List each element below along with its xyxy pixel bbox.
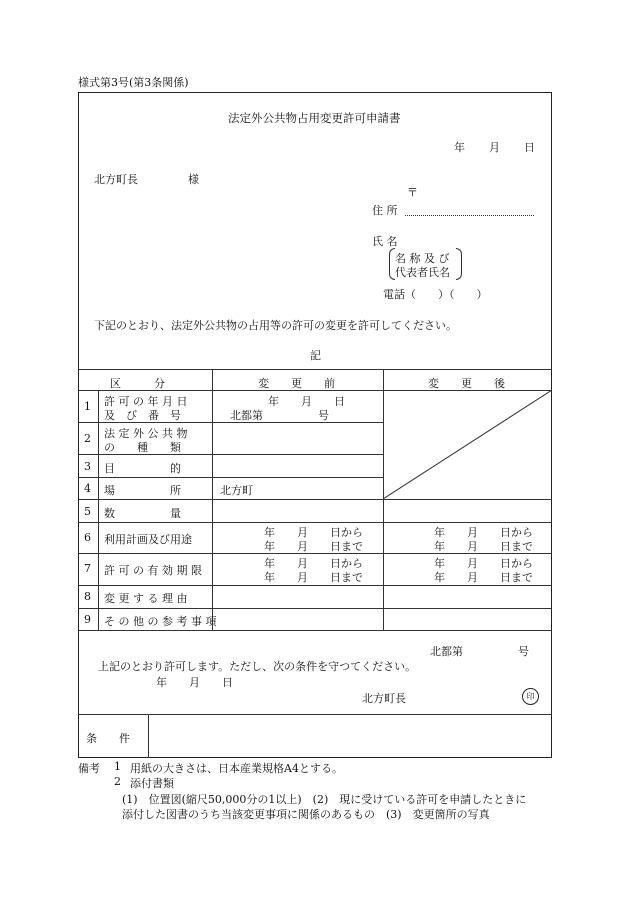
row-label: 法 定 外 公 共 物 bbox=[104, 427, 188, 440]
row-label: 許 可 の 有 効 期 限 bbox=[104, 564, 202, 577]
corp-paren-right bbox=[456, 248, 462, 280]
row-label: 目 的 bbox=[104, 462, 181, 475]
permit-issuer: 北方町長 bbox=[362, 692, 406, 705]
corp-note-line1: 名 称 及 び bbox=[395, 252, 450, 265]
row-label: そ の 他 の 参 考 事 項 bbox=[104, 615, 217, 628]
row-label: 許 可 の 年 月 日 bbox=[104, 395, 188, 408]
notes-head: 備考 bbox=[78, 762, 100, 775]
row-num: 9 bbox=[84, 613, 91, 626]
permit-text: 上記のとおり許可します。ただし、次の条件を守つてください。 bbox=[98, 660, 417, 673]
permit-date: 年 月 日 bbox=[156, 676, 233, 689]
row-num: 1 bbox=[84, 400, 91, 413]
row-num: 8 bbox=[84, 590, 91, 603]
row-num: 3 bbox=[84, 460, 91, 473]
notes-sub2: 添付した図書のうち当該変更事項に関係のあるもの (3) 変更箇所の写真 bbox=[122, 808, 490, 821]
intro-text: 下記のとおり、法定外公共物の占用等の許可の変更を許可してください。 bbox=[94, 319, 457, 332]
row-line bbox=[78, 585, 552, 586]
name-label: 氏 名 bbox=[372, 235, 398, 248]
num-col-line bbox=[98, 390, 99, 630]
ki-label: 記 bbox=[310, 349, 321, 362]
header-after: 変 更 後 bbox=[428, 377, 505, 390]
address-label: 住 所 bbox=[372, 204, 398, 217]
notes-item2: 添付書類 bbox=[130, 777, 174, 790]
notes-item2-num: 2 bbox=[114, 775, 121, 788]
row-line bbox=[78, 477, 383, 478]
before-value[interactable]: 年 月 日まで bbox=[264, 571, 363, 584]
permit-number: 北都第 号 bbox=[430, 645, 529, 658]
row-line bbox=[78, 522, 552, 523]
notes-item1-num: 1 bbox=[114, 760, 121, 773]
row-line bbox=[78, 608, 552, 609]
header-category: 区 分 bbox=[110, 377, 165, 390]
row-num: 6 bbox=[84, 531, 91, 544]
row-num: 2 bbox=[84, 432, 91, 445]
date-year: 年 bbox=[454, 141, 465, 154]
row-label: 変 更 す る 理 由 bbox=[104, 592, 188, 605]
row-label: 及 び 番 号 bbox=[104, 409, 181, 422]
row-label: 数 量 bbox=[104, 507, 181, 520]
table-top-line bbox=[78, 369, 552, 370]
notes-item1: 用紙の大きさは、日本産業規格A4とする。 bbox=[130, 762, 343, 775]
row-num: 7 bbox=[84, 562, 91, 575]
row-label: 場 所 bbox=[104, 484, 181, 497]
label-col-line bbox=[212, 369, 213, 630]
form-title: 法定外公共物占用変更許可申請書 bbox=[228, 111, 401, 125]
seal-mark: 印 bbox=[522, 688, 539, 705]
notes-sub1: (1) 位置図(縮尺50,000分の1以上) (2) 現に受けている許可を申請したときに bbox=[122, 793, 527, 806]
before-value[interactable]: 北都第 号 bbox=[230, 409, 329, 422]
after-value[interactable]: 年 月 日まで bbox=[434, 540, 533, 553]
address-field[interactable] bbox=[405, 215, 534, 216]
addressee-honorific: 様 bbox=[188, 173, 199, 186]
postal-mark: 〒 bbox=[407, 186, 418, 199]
conditions-top-line bbox=[78, 714, 552, 715]
before-value[interactable]: 年 月 日から bbox=[264, 557, 363, 570]
addressee-name: 北方町長 bbox=[94, 173, 138, 186]
table-bottom-line bbox=[78, 630, 552, 631]
date-month: 月 bbox=[489, 141, 500, 154]
corp-note-line2: 代表者氏名 bbox=[395, 266, 450, 279]
diagonal-strike bbox=[383, 390, 552, 499]
after-value[interactable]: 年 月 日から bbox=[434, 557, 533, 570]
after-value[interactable]: 年 月 日から bbox=[434, 526, 533, 539]
header-before: 変 更 前 bbox=[258, 377, 335, 390]
phone-label: 電話（ ）（ ） bbox=[383, 288, 488, 301]
conditions-col-line bbox=[148, 714, 149, 758]
row-num: 4 bbox=[84, 482, 91, 495]
before-value[interactable]: 北方町 bbox=[220, 484, 253, 497]
conditions-label: 条 件 bbox=[86, 732, 130, 745]
before-value[interactable]: 年 月 日まで bbox=[264, 540, 363, 553]
row-label: の 種 類 bbox=[104, 441, 181, 454]
date-day: 日 bbox=[524, 141, 535, 154]
row-num: 5 bbox=[84, 505, 91, 518]
row-line bbox=[78, 499, 552, 500]
row-label: 利用計画及び用途 bbox=[104, 533, 192, 546]
after-value[interactable]: 年 月 日まで bbox=[434, 571, 533, 584]
form-label: 様式第3号(第3条関係) bbox=[78, 76, 189, 89]
before-value[interactable]: 年 月 日 bbox=[268, 395, 345, 408]
before-value[interactable]: 年 月 日から bbox=[264, 526, 363, 539]
